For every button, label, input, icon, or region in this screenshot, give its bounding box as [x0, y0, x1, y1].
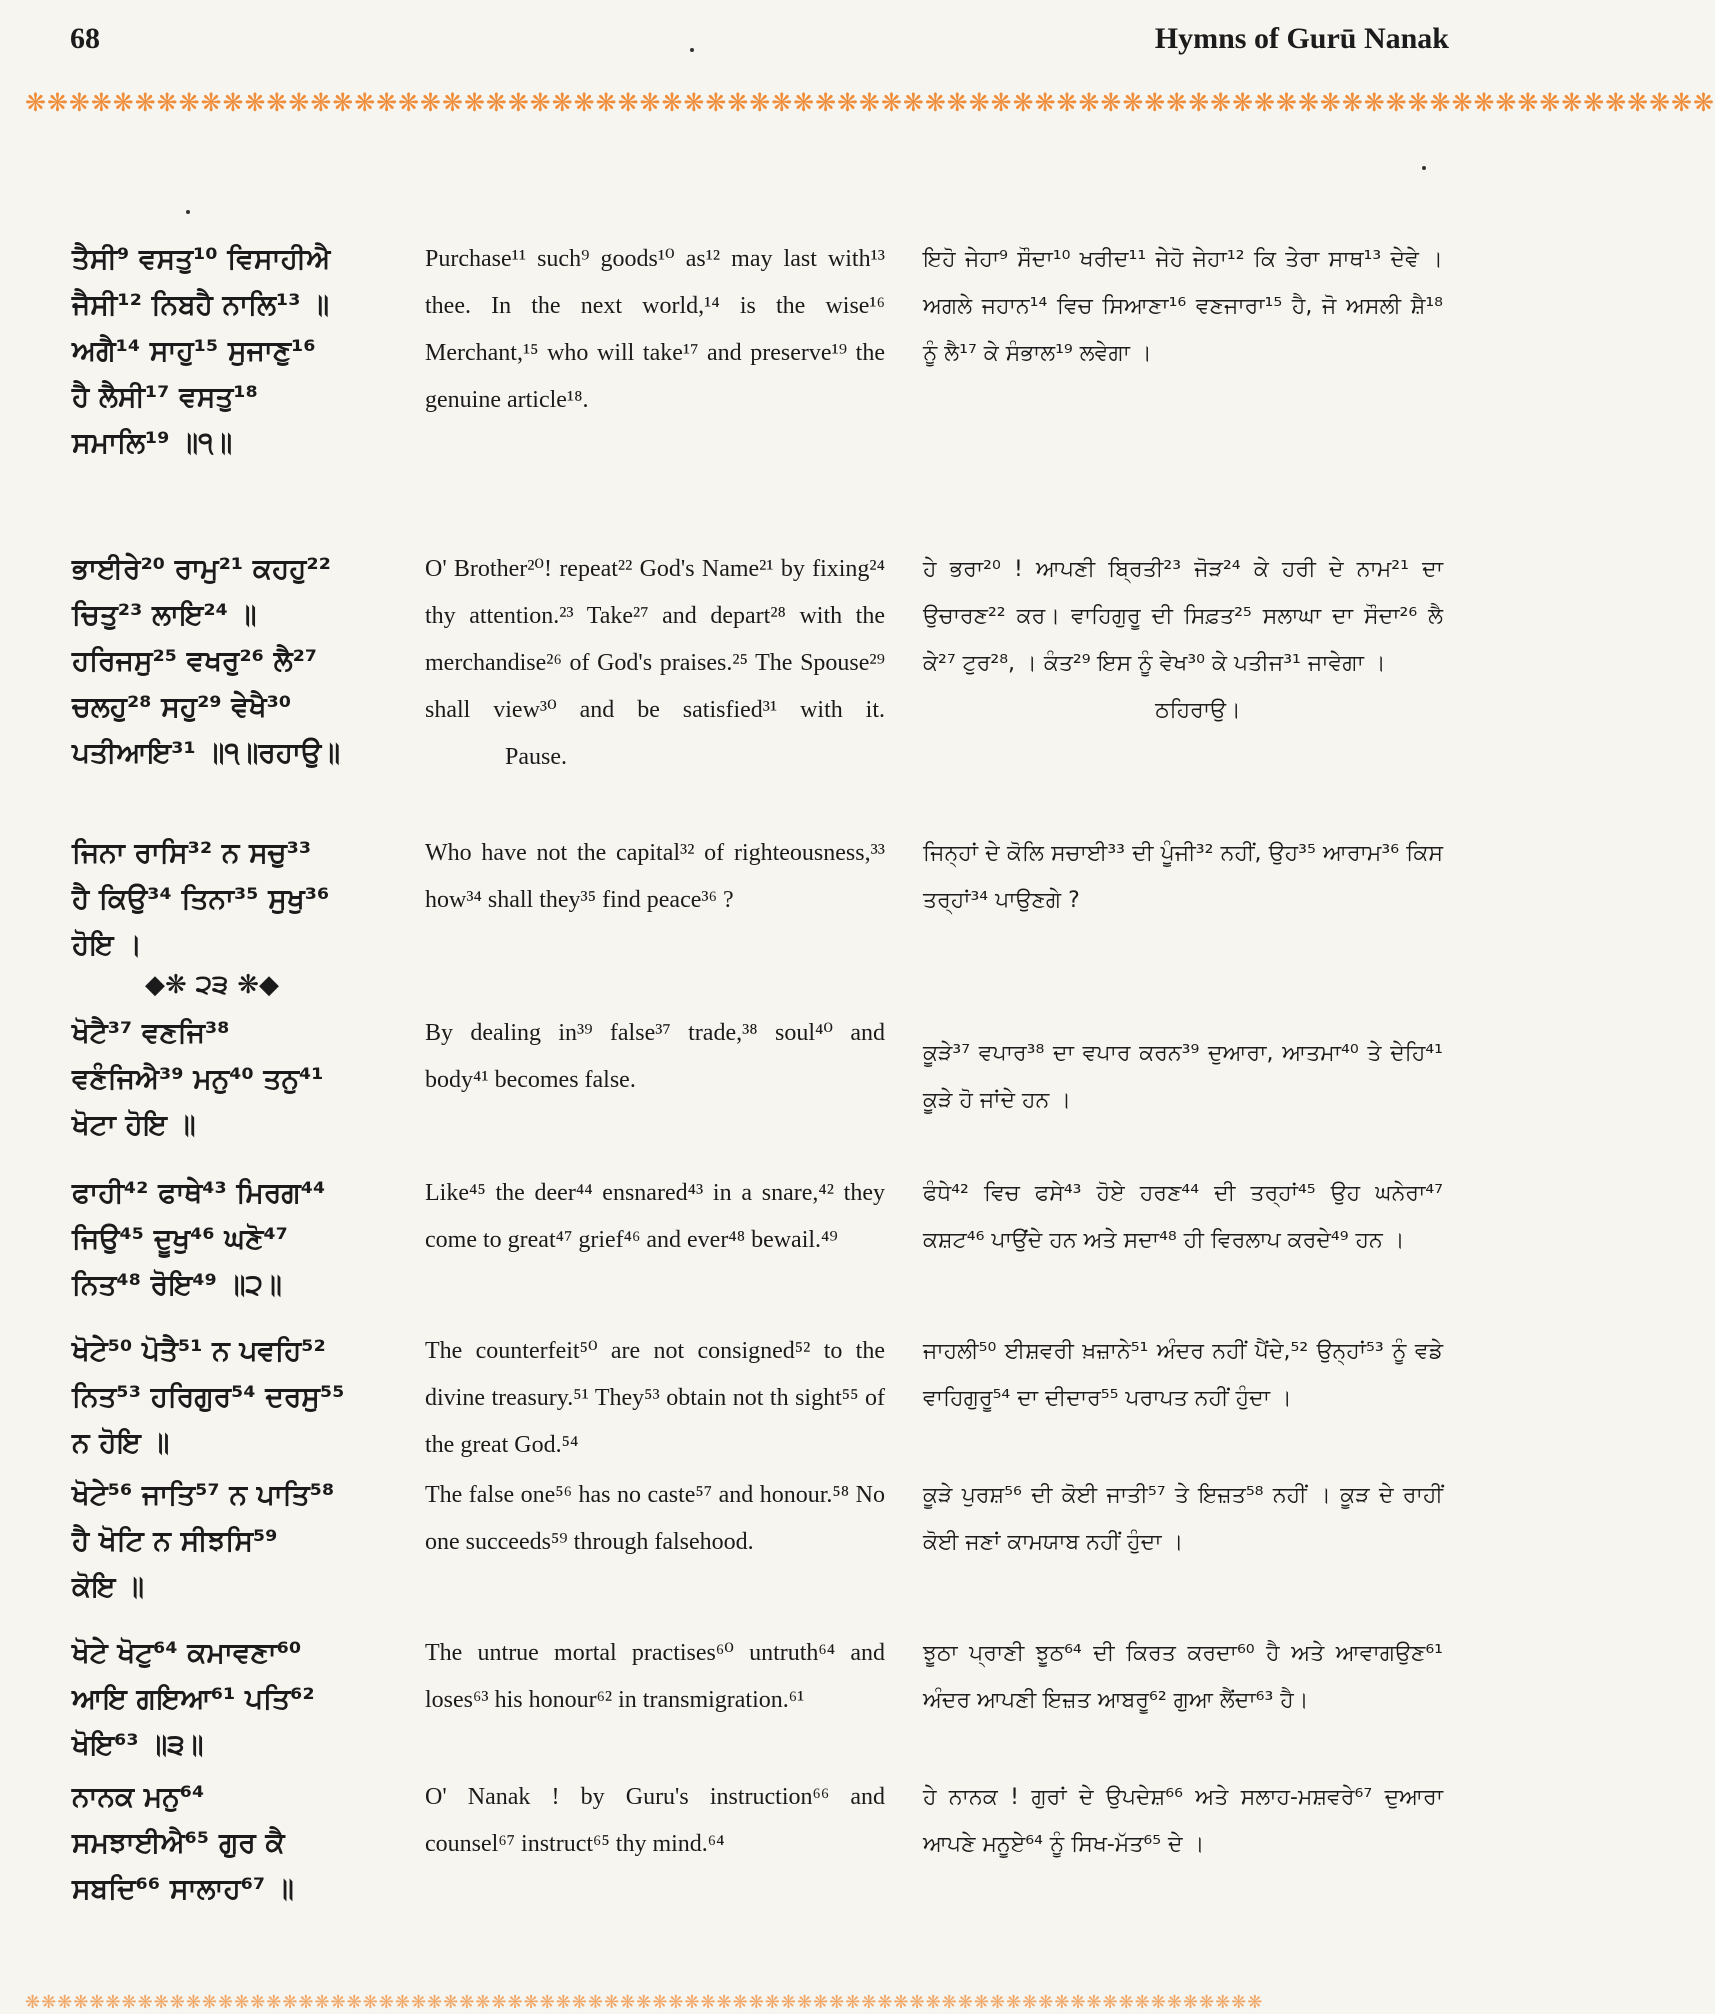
verse-line: ਹੈ ਲੈਸੀ¹⁷ ਵਸਤੁ¹⁸ — [72, 380, 258, 413]
english-translation: The false one⁵⁶ has no caste⁵⁷ and honour.⁵⁸ No one succeeds⁵⁹ through falsehood. — [425, 1482, 885, 1555]
verse-line: ਚਲਹੁ²⁸ ਸਹੁ²⁹ ਵੇਖੈ³⁰ — [72, 690, 292, 723]
gurmukhi-verse — [72, 1774, 377, 1912]
verse-line: ਫਾਹੀ⁴² ਫਾਥੇ⁴³ ਮਿਰਗ⁴⁴ — [72, 1176, 326, 1209]
english-translation: Who have not the capital³² of righteousness,³³ how³⁴ shall they³⁵ find peace³⁶ ? — [425, 840, 885, 913]
verse-line: ਨਿਤ⁵³ ਹਰਿਗੁਰ⁵⁴ ਦਰਸੁ⁵⁵ — [72, 1380, 345, 1413]
gurmukhi-verse — [72, 1630, 377, 1768]
gurmukhi-verse — [72, 546, 377, 776]
punjabi-commentary: ਜਿਨ੍ਹਾਂ ਦੇ ਕੋਲਿ ਸਚਾਈ³³ ਦੀ ਪੂੰਜੀ³² ਨਹੀਂ, ਉਹ³⁵ ਆਰਾਮ³⁶ ਕਿਸ ਤਰ੍ਹਾਂ³⁴ ਪਾਉਣਗੇ ? — [923, 841, 1443, 913]
english-translation: The counterfeit⁵⁰ are not consigned⁵² to the divine treasury.⁵¹ They⁵³ obtain not th sight⁵⁵ of the great God.⁵⁴ — [425, 1338, 885, 1458]
english-text: O' Brother²⁰! repeat²² God's Name²¹ by fixing²⁴ thy attention.²³ Take²⁷ and depart²⁸ with the merchandise²⁶ of God's praises.²⁵ The Spouse²⁹ shall view³⁰ and be satisfied³¹ with it. — [425, 556, 885, 723]
punjabi-commentary: ਫੰਧੇ⁴² ਵਿਚ ਫਸੇ⁴³ ਹੋਏ ਹਰਣ⁴⁴ ਦੀ ਤਰ੍ਹਾਂ⁴⁵ ਉਹ ਘਨੇਰਾ⁴⁷ ਕਸ਼ਟ⁴⁶ ਪਾਉਂਦੇ ਹਨ ਅਤੇ ਸਦਾ⁴⁸ ਹੀ ਵਿਰਲਾਪ ਕਰਦੇ⁴⁹ ਹਨ । — [923, 1181, 1443, 1253]
decorative-border-top: ❋❋❋❋❋❋❋❋❋❋❋❋❋❋❋❋❋❋❋❋❋❋❋❋❋❋❋❋❋❋❋❋❋❋❋❋❋❋❋❋❋❋❋❋❋❋❋❋❋❋❋❋❋❋❋❋❋❋❋❋❋❋❋❋❋❋❋❋❋❋❋❋❋❋❋❋❋ — [25, 88, 1715, 117]
english-translation: O' Nanak ! by Guru's instruction⁶⁶ and counsel⁶⁷ instruct⁶⁵ thy mind.⁶⁴ — [425, 1784, 885, 1857]
english-translation: Like⁴⁵ the deer⁴⁴ ensnared⁴³ in a snare,⁴² they come to great⁴⁷ grief⁴⁶ and ever⁴⁸ bewail.⁴⁹ — [425, 1180, 885, 1253]
english-translation — [425, 546, 885, 781]
gurmukhi-verse — [72, 1170, 377, 1308]
punjabi-commentary: ਕੂੜੇ³⁷ ਵਪਾਰ³⁸ ਦਾ ਵਪਾਰ ਕਰਨ³⁹ ਦੁਆਰਾ, ਆਤਮਾ⁴⁰ ਤੇ ਦੇਹਿ⁴¹ ਕੂੜੇ ਹੋ ਜਾਂਦੇ ਹਨ । — [923, 1041, 1443, 1113]
punjabi-commentary: ਕੂੜੇ ਪੁਰਸ਼⁵⁶ ਦੀ ਕੋਈ ਜਾਤੀ⁵⁷ ਤੇ ਇਜ਼ਤ⁵⁸ ਨਹੀਂ । ਕੂੜ ਦੇ ਰਾਹੀਂ ਕੋਈ ਜਣਾਂ ਕਾਮਯਾਬ ਨਹੀਂ ਹੁੰਦਾ । — [923, 1483, 1443, 1555]
verse-line: ਨਿਤ⁴⁸ ਰੋਇ⁴⁹ ॥੨॥ — [72, 1268, 282, 1301]
verse-line: ਖੋਇ⁶³ ॥੩॥ — [72, 1728, 204, 1761]
print-speck — [690, 48, 694, 52]
verse-line: ਖੋਟੈ³⁷ ਵਣਜਿ³⁸ — [72, 1016, 230, 1049]
english-translation: The untrue mortal practises⁶⁰ untruth⁶⁴ and loses⁶³ his honour⁶² in transmigration.⁶¹ — [425, 1640, 885, 1713]
verse-line: ਖੋਟੇ⁵⁶ ਜਾਤਿ⁵⁷ ਨ ਪਾਤਿ⁵⁸ — [72, 1478, 335, 1511]
decorative-border-bottom: ❋❋❋❋❋❋❋❋❋❋❋❋❋❋❋❋❋❋❋❋❋❋❋❋❋❋❋❋❋❋❋❋❋❋❋❋❋❋❋❋❋❋❋❋❋❋❋❋❋❋❋❋❋❋❋❋❋❋❋❋❋❋❋❋❋❋❋❋❋❋❋❋❋❋❋❋❋ — [25, 1992, 1264, 2013]
verse-line: ਸਮਝਾਈਐ⁶⁵ ਗੁਰ ਕੈ — [72, 1826, 285, 1859]
verse-line: ਤੈਸੀ⁹ ਵਸਤੁ¹⁰ ਵਿਸਾਹੀਐ — [72, 242, 331, 275]
verse-line: ਨ ਹੋਇ ॥ — [72, 1426, 170, 1459]
verse-line: ਖੋਟਾ ਹੋਇ ॥ — [72, 1108, 196, 1141]
verse-line: ਖੋਟੇ⁵⁰ ਪੋਤੈ⁵¹ ਨ ਪਵਹਿ⁵² — [72, 1334, 326, 1367]
verse-line: ਕੋਇ ॥ — [72, 1570, 145, 1603]
verse-line: ਚਿਤੁ²³ ਲਾਇ²⁴ ॥ — [72, 598, 257, 631]
verse-line: ਹਰਿਜਸੁ²⁵ ਵਖਰੁ²⁶ ਲੈ²⁷ — [72, 644, 318, 677]
english-translation: By dealing in³⁹ false³⁷ trade,³⁸ soul⁴⁰ and body⁴¹ becomes false. — [425, 1020, 885, 1093]
verse-line: ਜਿਉ⁴⁵ ਦੂਖੁ⁴⁶ ਘਣੋ⁴⁷ — [72, 1222, 288, 1255]
verse-line: ਵਣੰਜਿਐ³⁹ ਮਨੁ⁴⁰ ਤਨੁ⁴¹ — [72, 1062, 324, 1095]
punjabi-commentary: ਜਾਹਲੀ⁵⁰ ਈਸ਼ਵਰੀ ਖ਼ਜ਼ਾਨੇ⁵¹ ਅੰਦਰ ਨਹੀਂ ਪੈਂਦੇ,⁵² ਉਨ੍ਹਾਂ⁵³ ਨੂੰ ਵਡੇ ਵਾਹਿਗੁਰੂ⁵⁴ ਦਾ ਦੀਦਾਰ⁵⁵ ਪਰਾਪਤ ਨਹੀਂ ਹੁੰਦਾ । — [923, 1339, 1443, 1411]
running-title: Hymns of Gurū Nanak — [1154, 22, 1449, 55]
thehrao-marker: ਠਹਿਰਾਉ। — [1155, 698, 1241, 723]
page-number: 68 — [70, 22, 100, 55]
verse-line: ਸਬਦਿ⁶⁶ ਸਾਲਾਹ⁶⁷ ॥ — [72, 1872, 294, 1905]
verse-line: ਆਇ ਗਇਆ⁶¹ ਪਤਿ⁶² — [72, 1682, 315, 1715]
section-number-mark: ◆❋ ੨੩ ❋◆ — [145, 970, 280, 1000]
verse-line: ਹੈ ਕਿਉ³⁴ ਤਿਨਾ³⁵ ਸੁਖੁ³⁶ — [72, 882, 330, 915]
gurmukhi-verse — [72, 830, 377, 968]
gurmukhi-verse — [72, 236, 377, 466]
print-speck — [1422, 166, 1426, 170]
punjabi-commentary — [923, 546, 1443, 734]
gurmukhi-verse — [72, 1010, 377, 1148]
verse-line: ਸਮਾਲਿ¹⁹ ॥੧॥ — [72, 426, 233, 459]
pause-marker: Pause. — [505, 744, 567, 770]
punjabi-text: ਹੇ ਭਰਾ²⁰ ! ਆਪਣੀ ਬ੍ਰਿਤੀ²³ ਜੋੜ²⁴ ਕੇ ਹਰੀ ਦੇ ਨਾਮ²¹ ਦਾ ਉਚਾਰਣ²² ਕਰ। ਵਾਹਿਗੁਰੂ ਦੀ ਸਿਫ਼ਤ²⁵ ਸਲਾਘਾ ਦਾ ਸੌਦਾ²⁶ ਲੈ ਕੇ²⁷ ਟੁਰ²⁸, । ਕੰਤ²⁹ ਇਸ ਨੂੰ ਵੇਖ³⁰ ਕੇ ਪਤੀਜ³¹ ਜਾਵੇਗਾ । — [923, 557, 1443, 676]
english-translation: Purchase¹¹ such⁹ goods¹⁰ as¹² may last with¹³ thee. In the next world,¹⁴ is the wise¹⁶ Merchant,¹⁵ who will take¹⁷ and preserve¹⁹ the genuine article¹⁸. — [425, 246, 885, 413]
gurmukhi-verse — [72, 1328, 377, 1466]
punjabi-commentary: ਹੇ ਨਾਨਕ ! ਗੁਰਾਂ ਦੇ ਉਪਦੇਸ਼⁶⁶ ਅਤੇ ਸਲਾਹ-ਮਸ਼ਵਰੇ⁶⁷ ਦੁਆਰਾ ਆਪਣੇ ਮਨੂਏ⁶⁴ ਨੂੰ ਸਿਖ-ਮੱਤ⁶⁵ ਦੇ । — [923, 1785, 1443, 1857]
verse-line: ਨਾਨਕ ਮਨੁ⁶⁴ — [72, 1780, 205, 1813]
verse-line: ਜਿਨਾ ਰਾਸਿ³² ਨ ਸਚੁ³³ — [72, 836, 312, 869]
verse-line: ਜੈਸੀ¹² ਨਿਬਹੈ ਨਾਲਿ¹³ ॥ — [72, 288, 330, 321]
gurmukhi-verse — [72, 1472, 377, 1610]
verse-line: ਭਾਈਰੇ²⁰ ਰਾਮੁ²¹ ਕਹਹੁ²² — [72, 552, 331, 585]
verse-line: ਖੋਟੇ ਖੋਟੁ⁶⁴ ਕਮਾਵਣਾ⁶⁰ — [72, 1636, 302, 1669]
print-speck — [186, 210, 190, 214]
verse-line: ਅਗੈ¹⁴ ਸਾਹੁ¹⁵ ਸੁਜਾਣੁ¹⁶ — [72, 334, 316, 367]
verse-line: ਹੋਇ । — [72, 928, 143, 961]
punjabi-commentary: ਇਹੋ ਜੇਹਾ⁹ ਸੌਦਾ¹⁰ ਖਰੀਦ¹¹ ਜੇਹੋ ਜੇਹਾ¹² ਕਿ ਤੇਰਾ ਸਾਥ¹³ ਦੇਵੇ । ਅਗਲੇ ਜਹਾਨ¹⁴ ਵਿਚ ਸਿਆਣਾ¹⁶ ਵਣਜਾਰਾ¹⁵ ਹੈ, ਜੋ ਅਸਲੀ ਸ਼ੈ¹⁸ ਨੂੰ ਲੈ¹⁷ ਕੇ ਸੰਭਾਲ¹⁹ ਲਵੇਗਾ । — [923, 247, 1443, 366]
verse-line: ਹੈ ਖੋਟਿ ਨ ਸੀਝਸਿ⁵⁹ — [72, 1524, 278, 1557]
verse-line: ਪਤੀਆਇ³¹ ॥੧॥ਰਹਾਉ॥ — [72, 736, 341, 769]
punjabi-commentary: ਝੂਠਾ ਪ੍ਰਾਣੀ ਝੂਠ⁶⁴ ਦੀ ਕਿਰਤ ਕਰਦਾ⁶⁰ ਹੈ ਅਤੇ ਆਵਾਗਉਣ⁶¹ ਅੰਦਰ ਆਪਣੀ ਇਜ਼ਤ ਆਬਰੂ⁶² ਗੁਆ ਲੈਂਦਾ⁶³ ਹੈ। — [923, 1641, 1443, 1713]
